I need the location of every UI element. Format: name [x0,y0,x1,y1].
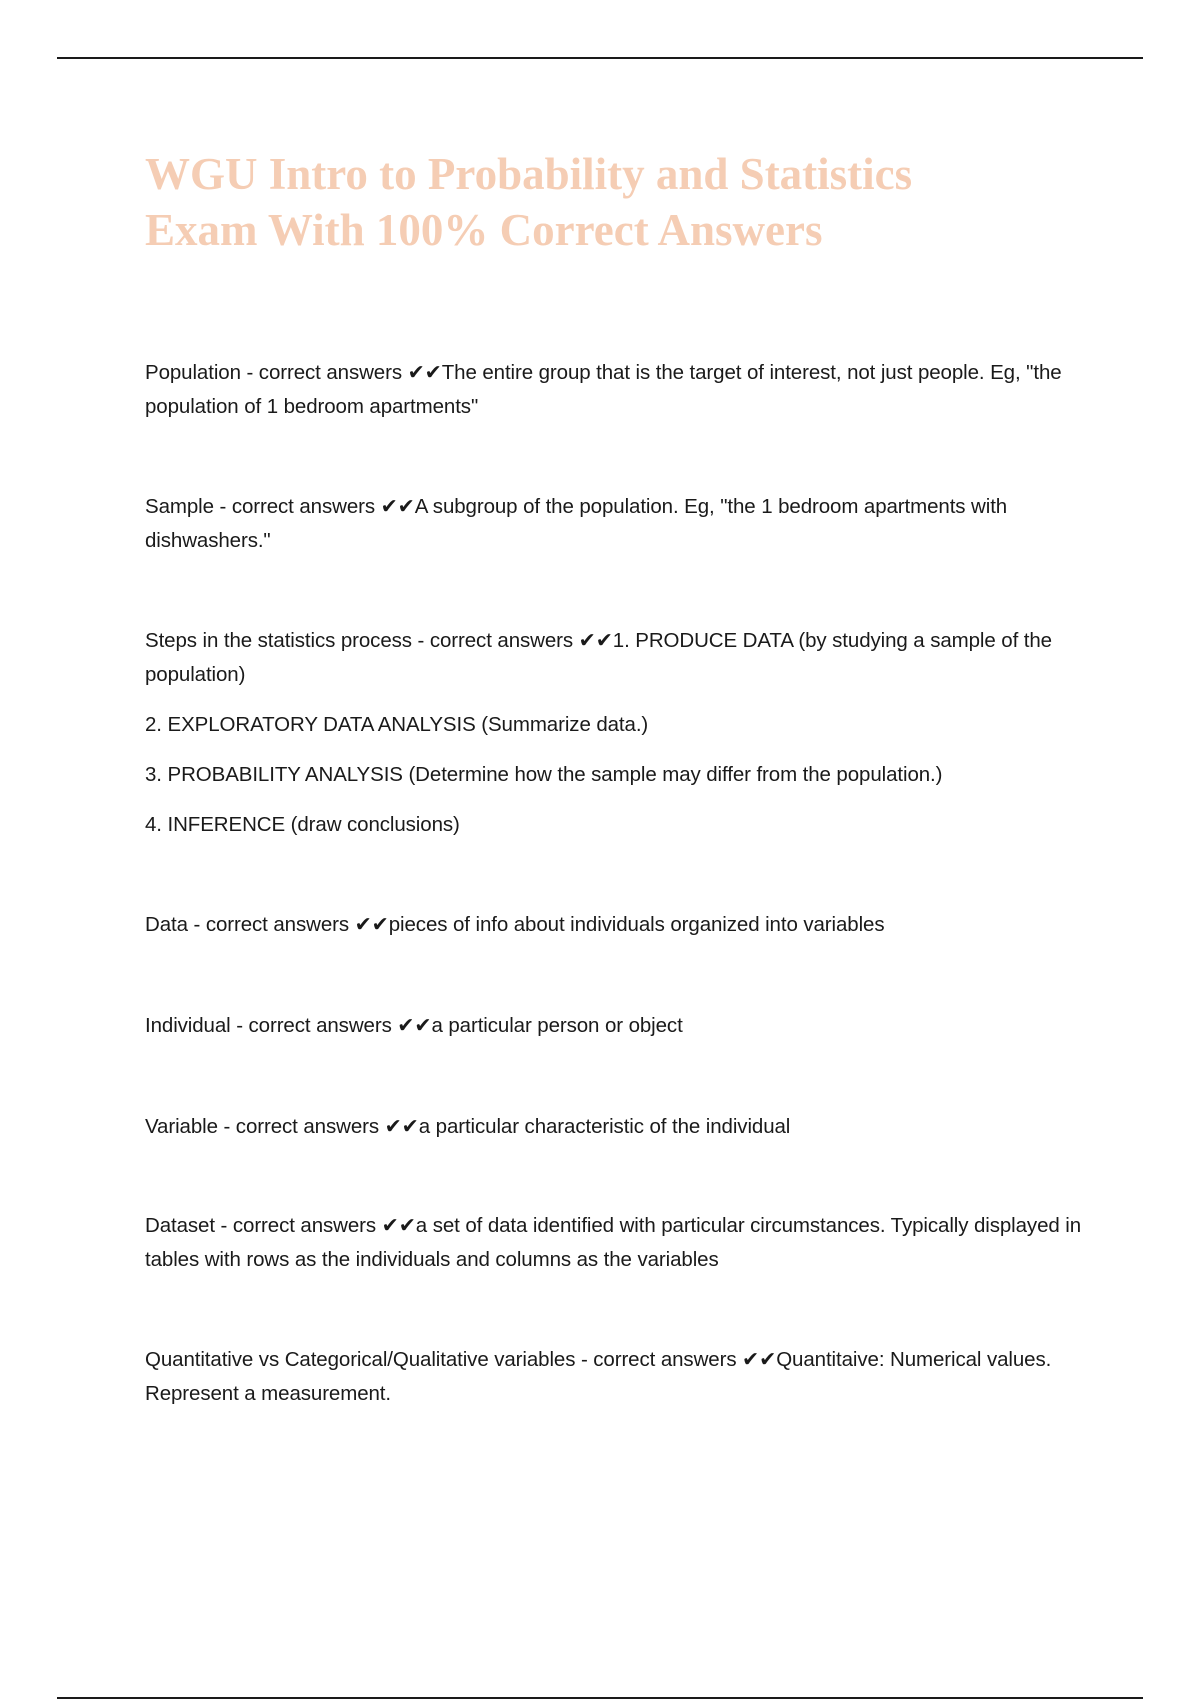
entry-text: Variable - correct answers ✔✔a particular characteristic of the individual [145,1115,791,1138]
qa-entry-sample [145,490,1095,558]
entry-text: Steps in the statistics process - correct answers ✔✔1. PRODUCE DATA (by studying a sample of the population) [145,629,1052,686]
bottom-rule [57,1697,1143,1699]
qa-entry-variable [145,1110,1095,1144]
qa-entry-statistics-steps [145,624,1095,842]
top-rule [57,57,1143,59]
step-line-3: 3. PROBABILITY ANALYSIS (Determine how the sample may differ from the population.) [145,763,943,786]
title-line-1: WGU Intro to Probability and Statistics [145,149,913,199]
title-line-2: Exam With 100% Correct Answers [145,205,823,255]
entry-text: Sample - correct answers ✔✔A subgroup of the population. Eg, "the 1 bedroom apartments with dishwashers." [145,495,1008,552]
document-title [145,146,1105,258]
entry-text: Data - correct answers ✔✔pieces of info about individuals organized into variables [145,913,885,936]
qa-entry-individual [145,1009,1095,1043]
entry-text: Dataset - correct answers ✔✔a set of data identified with particular circumstances. Typically displayed in tables with rows as the individuals and columns as the variables [145,1214,1082,1271]
qa-entry-population [145,356,1095,424]
entry-text: Quantitative vs Categorical/Qualitative variables - correct answers ✔✔Quantitaive: Numerical values. Represent a measurement. [145,1348,1052,1405]
qa-entry-data [145,908,1095,942]
step-line-2: 2. EXPLORATORY DATA ANALYSIS (Summarize data.) [145,713,649,736]
qa-entry-dataset [145,1209,1095,1277]
entry-text: Population - correct answers ✔✔The entire group that is the target of interest, not just people. Eg, "the population of 1 bedroom apartments" [145,361,1062,418]
qa-entry-variable-types [145,1343,1095,1411]
step-line-4: 4. INFERENCE (draw conclusions) [145,813,460,836]
entry-text: Individual - correct answers ✔✔a particular person or object [145,1014,683,1037]
